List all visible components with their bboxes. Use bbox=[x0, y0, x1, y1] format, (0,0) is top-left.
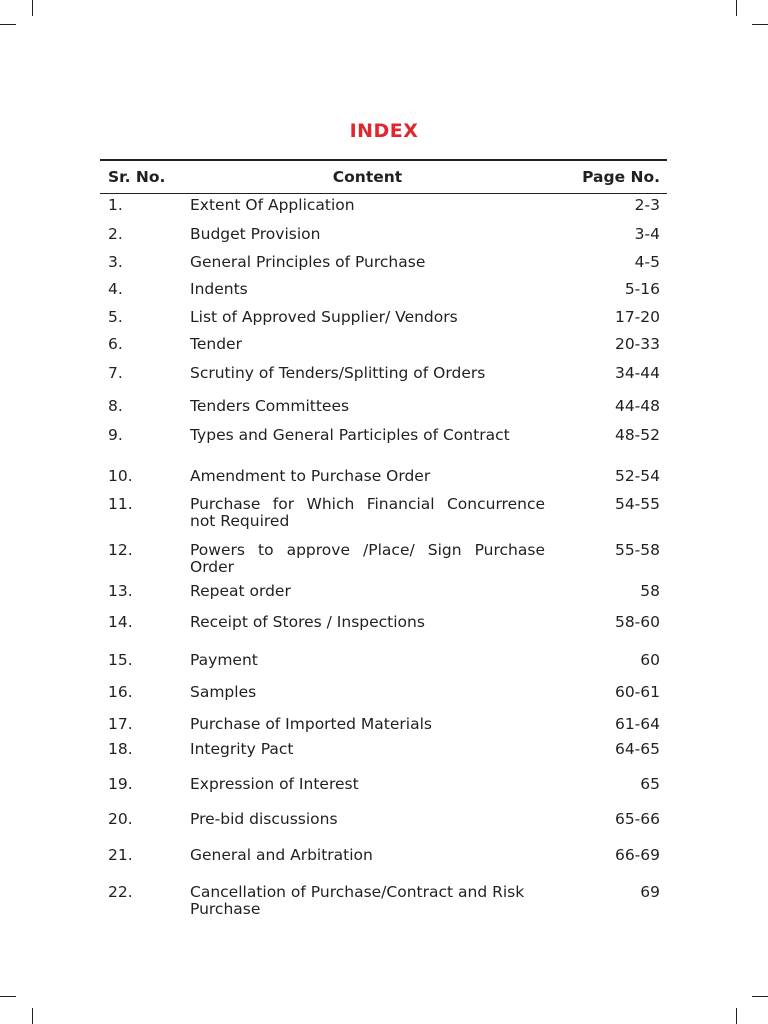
row-sr-no: 9. bbox=[108, 426, 123, 444]
row-sr-no: 6. bbox=[108, 335, 123, 353]
row-content: Purchase for Which Financial Concurrence not Required bbox=[190, 495, 545, 530]
crop-mark bbox=[752, 24, 768, 25]
row-sr-no: 3. bbox=[108, 253, 123, 271]
row-page-no: 58 bbox=[640, 582, 660, 600]
row-sr-no: 19. bbox=[108, 775, 133, 793]
row-sr-no: 14. bbox=[108, 613, 133, 631]
row-sr-no: 15. bbox=[108, 651, 133, 669]
row-content: Types and General Participles of Contract bbox=[190, 426, 510, 444]
row-content: Pre-bid discussions bbox=[190, 810, 338, 828]
row-page-no: 65-66 bbox=[614, 810, 660, 828]
row-page-no: 52-54 bbox=[614, 467, 660, 485]
row-page-no: 61-64 bbox=[614, 715, 660, 733]
row-sr-no: 11. bbox=[108, 495, 133, 513]
row-content: General Principles of Purchase bbox=[190, 253, 426, 271]
row-content: Tenders Committees bbox=[190, 397, 350, 415]
row-page-no: 44-48 bbox=[614, 397, 660, 415]
row-content: Powers to approve /Place/ Sign Purchase Order bbox=[190, 541, 545, 576]
row-page-no: 69 bbox=[640, 883, 660, 901]
row-page-no: 65 bbox=[640, 775, 660, 793]
row-content: Purchase of Imported Materials bbox=[190, 715, 432, 733]
row-content: Indents bbox=[190, 280, 248, 298]
row-page-no: 54-55 bbox=[614, 495, 660, 513]
row-sr-no: 22. bbox=[108, 883, 133, 901]
crop-mark bbox=[32, 1008, 33, 1024]
row-content: Tender bbox=[190, 335, 242, 353]
row-page-no: 4-5 bbox=[634, 253, 660, 271]
row-page-no: 64-65 bbox=[614, 740, 660, 758]
row-page-no: 60-61 bbox=[614, 683, 660, 701]
row-content: List of Approved Supplier/ Vendors bbox=[190, 308, 458, 326]
row-content: Cancellation of Purchase/Contract and Risk Purchase bbox=[190, 883, 525, 918]
crop-mark bbox=[32, 0, 33, 16]
row-page-no: 34-44 bbox=[614, 364, 660, 382]
row-content: General and Arbitration bbox=[190, 846, 373, 864]
row-page-no: 17-20 bbox=[614, 308, 660, 326]
row-sr-no: 10. bbox=[108, 467, 133, 485]
row-content: Scrutiny of Tenders/Splitting of Orders bbox=[190, 364, 486, 382]
row-sr-no: 18. bbox=[108, 740, 133, 758]
row-sr-no: 7. bbox=[108, 364, 123, 382]
row-sr-no: 8. bbox=[108, 397, 123, 415]
row-content: Amendment to Purchase Order bbox=[190, 467, 431, 485]
table-top-rule bbox=[100, 159, 667, 161]
row-page-no: 60 bbox=[640, 651, 660, 669]
row-sr-no: 21. bbox=[108, 846, 133, 864]
crop-mark bbox=[0, 996, 16, 997]
crop-mark bbox=[736, 1008, 737, 1024]
row-content: Expression of Interest bbox=[190, 775, 359, 793]
row-sr-no: 1. bbox=[108, 196, 123, 214]
page-title: INDEX bbox=[349, 120, 419, 142]
row-content: Samples bbox=[190, 683, 257, 701]
row-content: Payment bbox=[190, 651, 258, 669]
row-sr-no: 5. bbox=[108, 308, 123, 326]
row-sr-no: 20. bbox=[108, 810, 133, 828]
row-page-no: 2-3 bbox=[634, 196, 660, 214]
row-page-no: 55-58 bbox=[614, 541, 660, 559]
row-page-no: 66-69 bbox=[614, 846, 660, 864]
row-sr-no: 12. bbox=[108, 541, 133, 559]
row-sr-no: 16. bbox=[108, 683, 133, 701]
column-header-page-no: Page No. bbox=[582, 168, 660, 186]
row-sr-no: 13. bbox=[108, 582, 133, 600]
crop-mark bbox=[752, 996, 768, 997]
crop-mark bbox=[736, 0, 737, 16]
row-page-no: 20-33 bbox=[614, 335, 660, 353]
column-header-sr-no: Sr. No. bbox=[108, 168, 166, 186]
row-content: Extent Of Application bbox=[190, 196, 355, 214]
row-content: Receipt of Stores / Inspections bbox=[190, 613, 425, 631]
row-page-no: 3-4 bbox=[634, 225, 660, 243]
row-sr-no: 2. bbox=[108, 225, 123, 243]
row-page-no: 48-52 bbox=[614, 426, 660, 444]
row-content: Budget Provision bbox=[190, 225, 321, 243]
row-page-no: 58-60 bbox=[614, 613, 660, 631]
row-sr-no: 4. bbox=[108, 280, 123, 298]
row-content: Integrity Pact bbox=[190, 740, 294, 758]
table-header-rule bbox=[100, 193, 667, 194]
row-page-no: 5-16 bbox=[624, 280, 660, 298]
row-sr-no: 17. bbox=[108, 715, 133, 733]
row-content: Repeat order bbox=[190, 582, 291, 600]
crop-mark bbox=[0, 24, 16, 25]
column-header-content: Content bbox=[332, 168, 403, 186]
